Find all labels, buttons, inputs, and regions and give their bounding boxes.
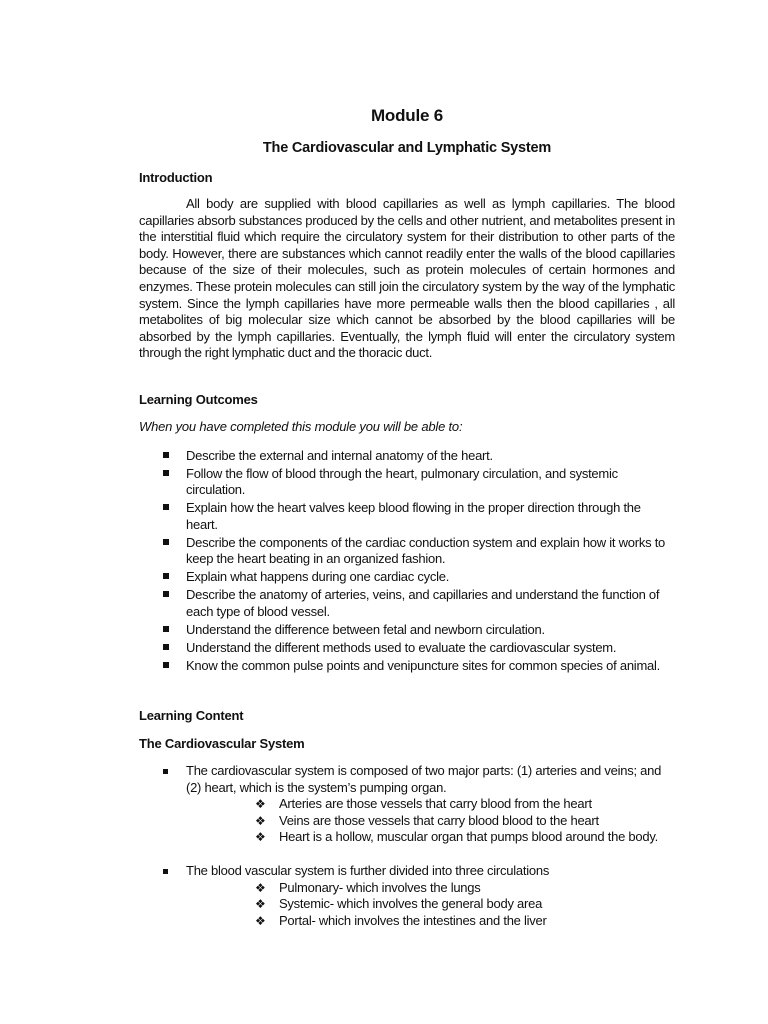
list-item (139, 863, 675, 880)
diamond-bullet-icon: ❖ (255, 797, 266, 812)
list-item (139, 640, 675, 657)
sub-list (139, 796, 675, 846)
list-item (139, 763, 675, 796)
introduction-paragraph: All body are supplied with blood capillaries as well as lymph capillaries. The blood capillaries absorb substances produced by the cells and other nutrient, and metabolites present in the interstitial fluid which require the circulatory system for their distribution to other parts of the body. However, there are substances which cannot readily enter the walls of the blood capillaries because of the size of their molecules, such as protein molecules of certain hormones and enzymes. These protein molecules can still join the circulatory system by the way of the lymphatic system. Since the lymph capillaries have more permeable walls then the blood capillaries , all metabolites of big molecular size which cannot be absorbed by the blood capillaries will be absorbed by the lymph capillaries. Eventually, the lymph fluid will enter the circulatory system through the right lymphatic duct and the thoracic duct. (139, 196, 675, 361)
list-item (139, 622, 675, 639)
cardiovascular-system-heading: The Cardiovascular System (139, 736, 305, 751)
sub-list-item (139, 813, 675, 830)
list-item-text: Explain how the heart valves keep blood flowing in the proper direction through the heart. (186, 500, 641, 532)
diamond-bullet-icon: ❖ (255, 830, 266, 845)
sub-list-item-text: Heart is a hollow, muscular organ that pumps blood around the body. (279, 829, 659, 845)
sub-list-item-text: Systemic- which involves the general body area (279, 896, 543, 912)
square-bullet-icon (163, 452, 169, 458)
diamond-bullet-icon: ❖ (255, 880, 266, 895)
square-bullet-icon (163, 504, 169, 510)
list-item-text: Describe the anatomy of arteries, veins, and capillaries and understand the function of each type of blood vessel. (186, 587, 660, 619)
square-bullet-icon (163, 769, 168, 774)
square-bullet-icon (163, 644, 169, 650)
list-item (139, 500, 675, 533)
list-item-text: The cardiovascular system is composed of two major parts: (1) arteries and veins; and (2) heart, which is the system’s pumping organ. (186, 763, 662, 795)
learning-outcomes-list (139, 448, 675, 675)
square-bullet-icon (163, 662, 169, 668)
list-item-text: Understand the difference between fetal and newborn circulation. (186, 621, 545, 637)
list-item-text: Follow the flow of blood through the heart, pulmonary circulation, and systemic circulation. (186, 465, 618, 498)
cardiovascular-point-2 (139, 863, 675, 929)
list-item (139, 587, 675, 620)
list-item-text: Describe the components of the cardiac conduction system and explain how it works to keep the heart beating in an organized fashion. (186, 534, 666, 567)
sub-list-item (139, 913, 675, 930)
introduction-heading: Introduction (139, 170, 213, 185)
sub-list-item (139, 880, 675, 897)
sub-list (139, 880, 675, 930)
sub-list-item-text: Portal- which involves the intestines and the liver (279, 912, 547, 928)
list-item-text: Explain what happens during one cardiac cycle. (186, 569, 450, 585)
sub-list-item (139, 829, 675, 846)
list-item-text: Understand the different methods used to evaluate the cardiovascular system. (186, 639, 617, 655)
list-item-text: The blood vascular system is further divided into three circulations (186, 863, 550, 878)
list-item (139, 466, 675, 499)
diamond-bullet-icon: ❖ (255, 913, 266, 928)
sub-list-item (139, 796, 675, 813)
list-item-text: Know the common pulse points and venipuncture sites for common species of animal. (186, 657, 661, 673)
list-item (139, 535, 675, 568)
sub-list-item-text: Pulmonary- which involves the lungs (279, 879, 481, 895)
square-bullet-icon (163, 573, 169, 579)
learning-outcomes-lead: When you have completed this module you will be able to: (139, 419, 463, 434)
square-bullet-icon (163, 470, 169, 476)
module-title: Module 6 (370, 106, 444, 125)
diamond-bullet-icon: ❖ (255, 897, 266, 912)
sub-list-item (139, 896, 675, 913)
square-bullet-icon (163, 626, 169, 632)
sub-list-item-text: Veins are those vessels that carry blood blood to the heart (279, 812, 599, 828)
list-item (139, 658, 675, 675)
module-subtitle: The Cardiovascular and Lymphatic System (262, 140, 552, 156)
square-bullet-icon (163, 869, 168, 874)
square-bullet-icon (163, 539, 169, 545)
cardiovascular-point-1 (139, 763, 675, 846)
list-item-text: Describe the external and internal anatomy of the heart. (186, 448, 493, 463)
learning-outcomes-heading: Learning Outcomes (139, 392, 258, 407)
sub-list-item-text: Arteries are those vessels that carry blood from the heart (279, 796, 592, 812)
diamond-bullet-icon: ❖ (255, 813, 266, 828)
list-item (139, 448, 675, 465)
list-item (139, 569, 675, 586)
square-bullet-icon (163, 591, 169, 597)
learning-content-heading: Learning Content (139, 708, 244, 723)
